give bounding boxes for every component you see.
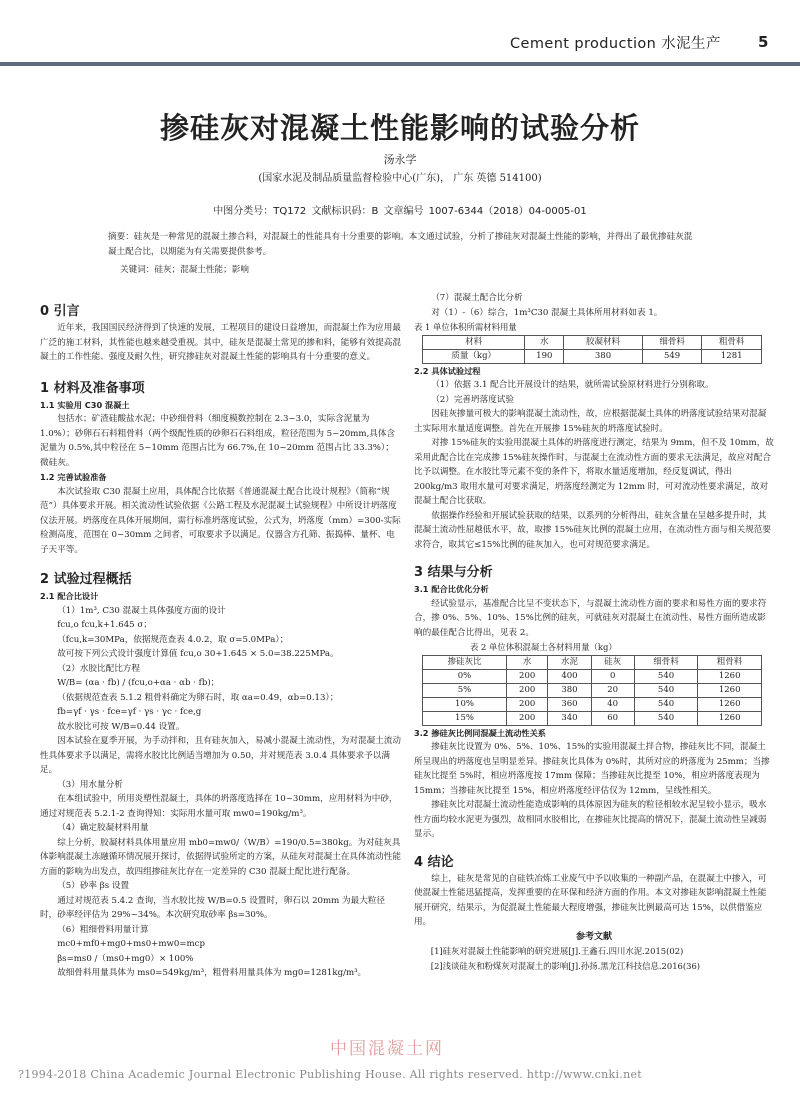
table-cell: 380	[548, 683, 591, 697]
table-cell: 540	[634, 697, 698, 711]
table-1	[422, 335, 762, 364]
table-cell: 水	[507, 655, 548, 669]
formula-7: 故水胶比可按 W/B=0.44 设置。	[57, 721, 185, 732]
process-2: （2）完善坍落度试验	[431, 394, 514, 405]
section-0-title: 0 引言	[40, 304, 80, 319]
table-cell: 掺硅灰比	[423, 655, 507, 669]
formula-5: （依据规范查表 5.1.2 粗骨料确定为卵石时，取 αa=0.49，αb=0.13）；	[57, 692, 339, 703]
step-1: （1）1m³, C30 混凝土具体强度方面的设计	[57, 605, 226, 616]
table-cell: 200	[507, 697, 548, 711]
page-number: 5	[758, 33, 769, 51]
section-3-title: 3 结果与分析	[414, 565, 493, 580]
step-2: （2）水胶比配比方程	[57, 663, 140, 674]
table-cell: 1260	[698, 697, 762, 711]
references-title: 参考文献	[575, 931, 612, 942]
subsection-3-1: 3.1 配合比优化分析	[414, 584, 489, 594]
table-cell: 15%	[423, 711, 507, 725]
materials-paragraph: 包括水；矿渣硅酸盐水泥；中砂细骨料（细度模数控制在 2.3~3.0，实际含泥量为 1.0%）；砂卵石石料粗骨料（两个级配性质的砂卵石石料组成，粒径范围为 5~20mm,具体含泥量为 0.5%,其中粒径在 5~10mm 范围占比为 66.7%,在 10~20mm 范围占比 33.3%）；微硅灰。	[40, 414, 396, 468]
table-row	[423, 711, 762, 725]
step-7: （7）混凝土配合比分析	[431, 293, 523, 303]
formula-3: 故可按下列公式设计强度计算值 fcu,o 30+1.645 × 5.0=38.225MPa。	[57, 649, 339, 659]
table-cell: 40	[591, 697, 634, 711]
left-column	[40, 303, 402, 981]
formula-1: fcu,o fcu,k+1.645 σ；	[57, 620, 152, 630]
table-cell: 190	[525, 349, 564, 363]
table-cell: 360	[548, 697, 591, 711]
abstract: 摘要：硅灰是一种常见的混凝土掺合料，对混凝土的性能具有十分重要的影响。本文通过试验，分析了掺硅灰对混凝土性能的影响，并得出了最优掺硅灰混凝土配合比，以期能为有关需要提供参考。	[108, 232, 693, 257]
intro-paragraph: 近年来，我国国民经济得到了快速的发展，工程项目的建设日益增加，而混凝土作为应用最广泛的施工材料，其性能也越来越受重视。其中，硅灰是混凝土常见的掺和料，能够有效提高混凝土的工作性能、强度及耐久性，研究掺硅灰对混凝土性能的影响具有十分重要的意义。	[40, 323, 401, 362]
formula-10: 故细骨料用量具体为 ms0=549kg/m³，粗骨料用量具体为 mg0=1281kg/m³。	[57, 968, 367, 978]
table-row	[423, 669, 762, 683]
table-cell: 5%	[423, 683, 507, 697]
step-7-paragraph: 对（1）-（6）综合，1m³C30 混凝土具体所用材料如表 1。	[431, 307, 663, 318]
classification-line: 中图分类号：TQ172 文献标识码：B 文章编号 1007-6344（2018）04-0005-01	[213, 206, 587, 217]
water-paragraph: 在本组试验中，所用炎塑性混凝土，具体的坍落度选择在 10~30mm，应用材料为中砂，通过对规范表 5.2.1-2 查询得知：实际用水量可取 mw0=190kg/m³。	[40, 794, 398, 819]
table-cell: 硅灰	[591, 655, 634, 669]
table-cell: 400	[548, 669, 591, 683]
table-cell: 1260	[698, 683, 762, 697]
optimization-paragraph: 经试验显示，基准配合比呈不变状态下，与混凝土流动性方面的要求和易性方面的要求符合，掺 0%、5%、10%、15%比例的硅灰，可就硅灰对混凝土在流动性、易性方面所造成影响的最佳配合比得出，见表 2。	[414, 598, 767, 638]
table-cell: 540	[634, 683, 698, 697]
journal-header: Cement production 水泥生产	[510, 36, 721, 52]
process-5: 依据操作经验和开展试验获取的结果，以系列的分析得出，硅灰含量在呈越多提升时，其混凝土流动性屈越低水平，故，取掺 15%硅灰比例的混凝土应用，在流动性方面与相关规范要求符合，取其它≤15%比例的硅灰加入，也可对规范要求满足。	[414, 510, 771, 550]
step-6: （6）粗细骨料用量计算	[57, 924, 149, 935]
table-row	[423, 349, 762, 363]
section-2-title: 2 试验过程概括	[40, 572, 132, 587]
paper-title: 掺硅灰对混凝土性能影响的试验分析	[159, 111, 640, 145]
header-rule	[0, 62, 800, 66]
preparation-paragraph: 本次试验取 C30 混凝土应用，具体配合比依据《普通混凝土配合比设计规程》（简称“规范”）具体要求开展。相关流动性试验依据《公路工程及水泥混凝土试验规程》中所设计坍落度仪法开展。坍落度在具体开展期间，需行标准坍落度试验，公式为，坍落度（mm）=300-实际检测高度，范围在 0~30mm 之间者，可取要求予以满足。仪器含方孔筛、振捣棒、量杯、电子天平等。	[40, 486, 401, 555]
formula-8: mc0+mf0+mg0+ms0+mw0=mcp	[57, 939, 205, 949]
affiliation: (国家水泥及制品质量监督检验中心(广东)， 广东 英德 514100)	[258, 173, 542, 184]
step-3: （3）用水量分析	[57, 779, 123, 790]
table-cell: 10%	[423, 697, 507, 711]
reference-1: [1]硅灰对混凝土性能影响的研究进展[J].王鑫石.四川水泥.2015(02)	[430, 946, 684, 956]
keywords: 关键词：硅灰；混凝土性能；影响	[120, 265, 249, 275]
process-1: （1）依据 3.1 配合比开展设计的结果，就所需试验原材料进行分别称取。	[431, 380, 714, 390]
right-column	[414, 291, 774, 973]
table-cell: 0%	[423, 669, 507, 683]
subsection-2-1: 2.1 配合比设计	[40, 591, 99, 601]
table-cell: 200	[507, 711, 548, 725]
table-cell: 1281	[702, 349, 762, 363]
table-cell: 540	[634, 711, 698, 725]
table-2-caption: 表 2 单位体积混凝土各材料用量（kg）	[470, 642, 617, 652]
table-cell: 0	[591, 669, 634, 683]
table-cell: 540	[634, 669, 698, 683]
formula-6: fb=γf · γs · fce=γf · γs · γc · fce,g	[57, 707, 202, 717]
summer-paragraph: 因本试验在夏季开展，为手动拌和，且有硅灰加入，易减小混凝土流动性，为对混凝土流动性具体要求予以满足，需将水胶比比例适当增加为 0.50，并对规范表 3.0.4 具体要求予以满足。	[40, 736, 401, 775]
table-cell: 200	[507, 669, 548, 683]
table-row	[423, 335, 762, 349]
table-cell: 细骨料	[642, 335, 702, 349]
step-5: （5）砂率 βs 设置	[57, 881, 130, 891]
reference-2: [2]浅谈硅灰和粉煤灰对混凝土的影响[J].孙扬.黑龙江科技信息.2016(36)	[430, 960, 701, 971]
sand-ratio-paragraph: 通过对规范表 5.4.2 查询，当水胶比按 W/B=0.5 设置时，卵石以 20mm 为最大粒径时，砂率经评估为 29%~34%。本次研究取砂率 βs=30%。	[40, 895, 386, 920]
table-cell: 胶凝材料	[564, 335, 643, 349]
table-row	[423, 697, 762, 711]
formula-4: W/B= (αa · fb) / (fcu,o+αa · αb · fb)；	[57, 678, 220, 688]
table-cell: 质量（kg）	[423, 349, 525, 363]
table-cell: 粗骨料	[702, 335, 762, 349]
table-row	[423, 655, 762, 669]
subsection-1-1: 1.1 实验用 C30 混凝土	[40, 399, 130, 410]
table-cell: 水泥	[548, 655, 591, 669]
table-cell: 1260	[698, 711, 762, 725]
table-cell: 材料	[423, 335, 525, 349]
table-1-caption: 表 1 单位体积所需材料用量	[414, 322, 517, 332]
formula-9: βs=ms0 /（ms0+mg0）× 100%	[57, 953, 194, 964]
copyright-footer: ?1994-2018 China Academic Journal Electronic Publishing House. All rights reserved. http://www.cnki.net	[18, 1068, 643, 1081]
table-cell: 60	[591, 711, 634, 725]
table-cell: 380	[564, 349, 643, 363]
table-row	[423, 683, 762, 697]
table-cell: 1260	[698, 669, 762, 683]
table-cell: 549	[642, 349, 702, 363]
conclusion-paragraph: 综上，硅灰是常见的自硅铁冶炼工业废气中予以收集的一种副产品，在混凝土中掺入，可使混凝土性能迅猛提高，发挥重要的在环保和经济方面的作用。本文对掺硅灰影响混凝土性能展开研究，结果示，为促混凝土性能最大程度增强，掺硅灰比例最高可达 15%，以供借鉴应用。	[414, 873, 767, 927]
process-4: 对掺 15%硅灰的实验用混凝土具体的坍落度进行测定，结果为 9mm，但不及 10mm，故采用此配合比在完成掺 15%硅灰操作时，与混凝土在流动性方面的要求无法满足，故应对配合比予以调整。在水胶比等元素不变的条件下，将取水量适度增加，经反复调试，得出 200kg/m3 取用水量可对要求满足，坍落度经测定为 12mm 时，可对流动性要求满足，故对混凝土配合比获取。	[414, 438, 774, 506]
formula-2: （fcu,k=30MPa，依据规范查表 4.0.2，取 σ=5.0MPa）；	[57, 634, 289, 645]
section-1-title: 1 材料及准备事项	[40, 380, 145, 396]
table-cell: 水	[525, 335, 564, 349]
subsection-3-2: 3.2 掺硅灰比例同混凝土流动性关系	[414, 727, 546, 738]
table-cell: 细骨料	[634, 655, 698, 669]
author: 汤永学	[383, 153, 417, 166]
binder-paragraph: 综上分析，胶凝材料具体用量应用 mb0=mw0/（W/B）=190/0.5=380kg。为对硅灰具体影响混凝土冻融循环情况展开探讨，依据得试验所定的方案，从硅灰对混凝土在具体流动性能方面的影响为出发点，故四组掺硅灰比存在一定差异的 C30 混凝土配比进行配备。	[40, 837, 401, 877]
table-cell: 340	[548, 711, 591, 725]
table-cell: 200	[507, 683, 548, 697]
table-cell: 20	[591, 683, 634, 697]
watermark: 中国混凝土网	[330, 1039, 444, 1059]
section-4-title: 4 结论	[414, 854, 454, 870]
table-2	[422, 655, 762, 726]
step-4: （4）确定胶凝材料用量	[57, 823, 149, 833]
slump-paragraph-1: 掺硅灰比设置为 0%、5%、10%、15%的实验用混凝土拌合物，掺硅灰比不同，混凝土所呈现出的坍落度也呈明显差异。掺硅灰比具体为 0%时，其所对应的坍落度为 25mm；当掺硅灰比提至 5%时，相应坍落度按 17mm 保障；当掺硅灰比提至 10%，相应坍落度表现为 15mm；当掺硅灰比提至 15%，相应坍落度经评估仅为 12mm，呈线性相关。	[414, 742, 770, 796]
table-cell: 粗骨料	[698, 655, 762, 669]
process-3: 因硅灰掺量可极大的影响混凝土流动性，故，应根据混凝土具体的坍落度试验结果对混凝土实际用水量适度调整。首先在开展掺 15%硅灰的坍落度试验时。	[414, 409, 767, 434]
subsection-1-2: 1.2 完善试验准备	[40, 472, 107, 482]
slump-paragraph-2: 掺硅灰比对混凝土流动性能造成影响的具体原因为硅灰的粒径相较水泥呈较小显示，吸水性方面均较水泥更为强烈，故相同水胶相比，在掺硅灰比提高的情况下，混凝土流动性呈减弱显示。	[414, 800, 767, 839]
subsection-2-2: 2.2 具体试验过程	[414, 365, 481, 376]
